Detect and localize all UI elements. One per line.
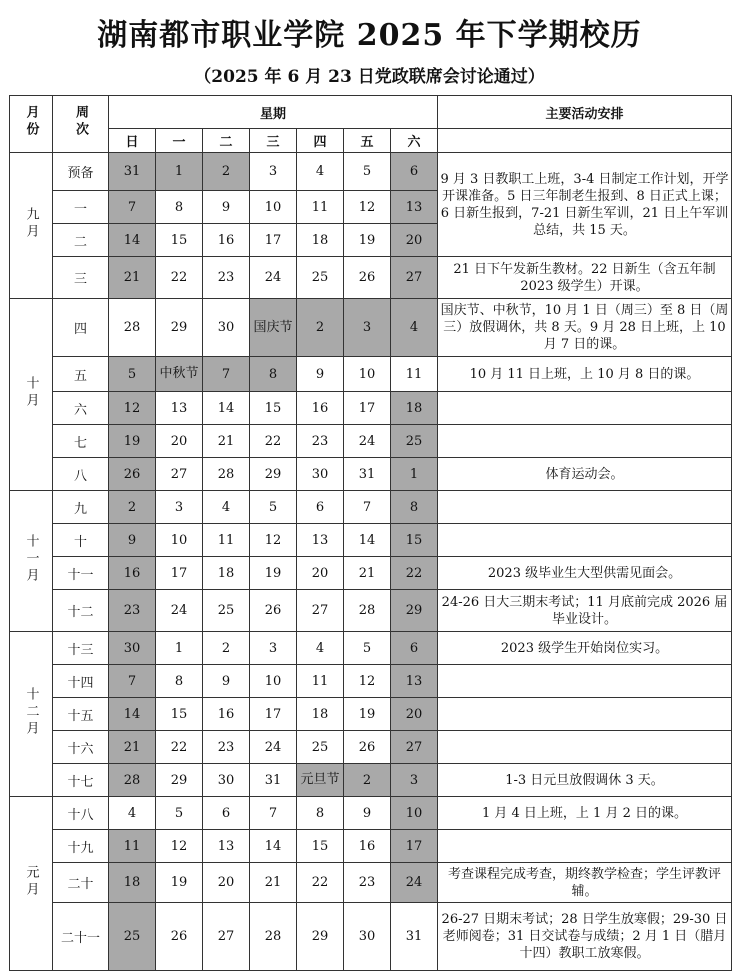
week-number: 七 xyxy=(53,425,109,458)
day-cell: 2 xyxy=(344,764,391,797)
day-cell: 21 xyxy=(250,863,297,903)
day-cell: 17 xyxy=(156,557,203,590)
day-cell: 25 xyxy=(297,257,344,299)
day-cell: 9 xyxy=(203,665,250,698)
day-cell: 27 xyxy=(156,458,203,491)
day-cell: 3 xyxy=(250,632,297,665)
day-cell: 17 xyxy=(344,392,391,425)
week-number: 十六 xyxy=(53,731,109,764)
day-cell: 9 xyxy=(109,524,156,557)
day-cell: 7 xyxy=(203,357,250,392)
header-activities-blank xyxy=(438,129,732,153)
calendar-table xyxy=(9,95,732,971)
header-weekdays-group: 星期 xyxy=(109,96,438,129)
day-cell: 1 xyxy=(391,458,438,491)
week-number: 十四 xyxy=(53,665,109,698)
day-cell: 9 xyxy=(344,797,391,830)
day-cell: 14 xyxy=(250,830,297,863)
day-cell: 12 xyxy=(344,191,391,224)
activity-note xyxy=(438,665,732,698)
activity-note xyxy=(438,830,732,863)
weekday-mon: 一 xyxy=(156,129,203,153)
day-cell: 1 xyxy=(156,632,203,665)
day-cell: 16 xyxy=(203,698,250,731)
week-number: 十三 xyxy=(53,632,109,665)
day-cell: 12 xyxy=(109,392,156,425)
day-cell: 22 xyxy=(156,731,203,764)
day-cell: 27 xyxy=(391,731,438,764)
day-cell: 7 xyxy=(250,797,297,830)
week-number: 十一 xyxy=(53,557,109,590)
week-number: 十七 xyxy=(53,764,109,797)
day-cell: 10 xyxy=(250,191,297,224)
day-cell: 2 xyxy=(109,491,156,524)
week-number: 预备 xyxy=(53,153,109,191)
activity-note: 9 月 3 日教职工上班，3-4 日制定工作计划，开学开课准备。5 日三年制老生报到、8 日正式上课；6 日新生报到，7-21 日新生军训，21 日上午军训总结，共 15 天。 xyxy=(438,153,732,257)
day-cell: 22 xyxy=(391,557,438,590)
activity-note: 2023 级毕业生大型供需见面会。 xyxy=(438,557,732,590)
day-cell: 26 xyxy=(250,590,297,632)
day-cell: 4 xyxy=(203,491,250,524)
week-number: 六 xyxy=(53,392,109,425)
day-cell: 16 xyxy=(344,830,391,863)
day-cell: 30 xyxy=(297,458,344,491)
day-cell: 30 xyxy=(203,764,250,797)
week-row xyxy=(10,632,732,665)
day-cell: 29 xyxy=(250,458,297,491)
page-subtitle: （2025 年 6 月 23 日党政联席会讨论通过） xyxy=(194,67,545,87)
day-cell: 15 xyxy=(297,830,344,863)
month-label: 十月 xyxy=(10,299,53,491)
day-cell: 28 xyxy=(344,590,391,632)
activity-note: 考查课程完成考查，期终教学检查；学生评教评辅。 xyxy=(438,863,732,903)
day-cell: 13 xyxy=(391,191,438,224)
day-cell: 20 xyxy=(203,863,250,903)
day-cell: 18 xyxy=(109,863,156,903)
header-week: 周次 xyxy=(53,96,109,153)
week-row xyxy=(10,299,732,357)
day-cell: 19 xyxy=(344,698,391,731)
week-row xyxy=(10,491,732,524)
day-cell: 10 xyxy=(344,357,391,392)
day-cell: 4 xyxy=(109,797,156,830)
day-cell: 22 xyxy=(297,863,344,903)
day-cell: 18 xyxy=(297,698,344,731)
day-cell: 24 xyxy=(250,257,297,299)
day-cell: 13 xyxy=(391,665,438,698)
day-cell: 28 xyxy=(109,299,156,357)
day-cell: 23 xyxy=(297,425,344,458)
day-cell: 6 xyxy=(203,797,250,830)
activity-note: 26-27 日期末考试；28 日学生放寒假；29-30 日老师阅卷；31 日交试卷与成绩；2 月 1 日（腊月十四）教职工放寒假。 xyxy=(438,903,732,971)
day-cell: 23 xyxy=(203,731,250,764)
day-cell: 24 xyxy=(156,590,203,632)
day-cell: 元旦节 xyxy=(297,764,344,797)
day-cell: 7 xyxy=(109,191,156,224)
day-cell: 5 xyxy=(250,491,297,524)
day-cell: 8 xyxy=(391,491,438,524)
week-row xyxy=(10,257,732,299)
header-activities: 主要活动安排 xyxy=(438,96,732,129)
activity-note: 1 月 4 日上班，上 1 月 2 日的课。 xyxy=(438,797,732,830)
week-row xyxy=(10,863,732,903)
week-number: 十 xyxy=(53,524,109,557)
day-cell: 8 xyxy=(156,191,203,224)
day-cell: 4 xyxy=(297,632,344,665)
day-cell: 19 xyxy=(156,863,203,903)
day-cell: 12 xyxy=(344,665,391,698)
day-cell: 21 xyxy=(109,731,156,764)
week-number: 八 xyxy=(53,458,109,491)
day-cell: 23 xyxy=(203,257,250,299)
day-cell: 13 xyxy=(156,392,203,425)
day-cell: 中秋节 xyxy=(156,357,203,392)
day-cell: 15 xyxy=(250,392,297,425)
week-row xyxy=(10,590,732,632)
week-row xyxy=(10,153,732,191)
day-cell: 18 xyxy=(391,392,438,425)
day-cell: 15 xyxy=(156,224,203,257)
day-cell: 22 xyxy=(156,257,203,299)
week-row xyxy=(10,458,732,491)
month-label: 元月 xyxy=(10,797,53,971)
weekday-sat: 六 xyxy=(391,129,438,153)
week-row xyxy=(10,357,732,392)
day-cell: 2 xyxy=(297,299,344,357)
day-cell: 29 xyxy=(391,590,438,632)
week-row xyxy=(10,903,732,971)
day-cell: 4 xyxy=(297,153,344,191)
day-cell: 14 xyxy=(109,698,156,731)
day-cell: 11 xyxy=(203,524,250,557)
day-cell: 26 xyxy=(344,257,391,299)
week-number: 五 xyxy=(53,357,109,392)
day-cell: 30 xyxy=(203,299,250,357)
activity-note: 2023 级学生开始岗位实习。 xyxy=(438,632,732,665)
activity-note xyxy=(438,491,732,524)
activity-note: 21 日下午发新生教材。22 日新生（含五年制 2023 级学生）开课。 xyxy=(438,257,732,299)
day-cell: 31 xyxy=(391,903,438,971)
day-cell: 28 xyxy=(203,458,250,491)
day-cell: 16 xyxy=(109,557,156,590)
day-cell: 10 xyxy=(391,797,438,830)
day-cell: 7 xyxy=(109,665,156,698)
day-cell: 4 xyxy=(391,299,438,357)
activity-note: 10 月 11 日上班，上 10 月 8 日的课。 xyxy=(438,357,732,392)
day-cell: 23 xyxy=(109,590,156,632)
week-row xyxy=(10,524,732,557)
weekday-tue: 二 xyxy=(203,129,250,153)
day-cell: 19 xyxy=(109,425,156,458)
weekday-thu: 四 xyxy=(297,129,344,153)
day-cell: 25 xyxy=(203,590,250,632)
week-number: 一 xyxy=(53,191,109,224)
day-cell: 23 xyxy=(344,863,391,903)
day-cell: 8 xyxy=(297,797,344,830)
day-cell: 10 xyxy=(156,524,203,557)
month-label: 十二月 xyxy=(10,632,53,797)
week-row xyxy=(10,557,732,590)
week-row xyxy=(10,830,732,863)
day-cell: 24 xyxy=(344,425,391,458)
day-cell: 3 xyxy=(391,764,438,797)
day-cell: 28 xyxy=(250,903,297,971)
day-cell: 20 xyxy=(156,425,203,458)
day-cell: 24 xyxy=(391,863,438,903)
activity-note xyxy=(438,731,732,764)
day-cell: 16 xyxy=(297,392,344,425)
day-cell: 11 xyxy=(297,191,344,224)
day-cell: 19 xyxy=(344,224,391,257)
day-cell: 8 xyxy=(156,665,203,698)
day-cell: 15 xyxy=(156,698,203,731)
week-number: 十八 xyxy=(53,797,109,830)
day-cell: 26 xyxy=(109,458,156,491)
day-cell: 5 xyxy=(344,153,391,191)
activity-note xyxy=(438,392,732,425)
week-row xyxy=(10,797,732,830)
week-row xyxy=(10,425,732,458)
header-month: 月份 xyxy=(10,96,53,153)
day-cell: 14 xyxy=(203,392,250,425)
week-number: 二十一 xyxy=(53,903,109,971)
day-cell: 14 xyxy=(109,224,156,257)
calendar-body xyxy=(10,153,732,971)
day-cell: 24 xyxy=(250,731,297,764)
day-cell: 3 xyxy=(250,153,297,191)
day-cell: 6 xyxy=(297,491,344,524)
week-number: 十二 xyxy=(53,590,109,632)
week-row xyxy=(10,731,732,764)
week-number: 十五 xyxy=(53,698,109,731)
day-cell: 19 xyxy=(250,557,297,590)
activity-note: 体育运动会。 xyxy=(438,458,732,491)
week-number: 二 xyxy=(53,224,109,257)
day-cell: 18 xyxy=(203,557,250,590)
week-number: 十九 xyxy=(53,830,109,863)
day-cell: 17 xyxy=(250,698,297,731)
day-cell: 31 xyxy=(344,458,391,491)
day-cell: 16 xyxy=(203,224,250,257)
day-cell: 7 xyxy=(344,491,391,524)
day-cell: 18 xyxy=(297,224,344,257)
day-cell: 12 xyxy=(156,830,203,863)
day-cell: 11 xyxy=(109,830,156,863)
day-cell: 22 xyxy=(250,425,297,458)
activity-note xyxy=(438,425,732,458)
day-cell: 15 xyxy=(391,524,438,557)
day-cell: 21 xyxy=(344,557,391,590)
day-cell: 10 xyxy=(250,665,297,698)
week-number: 四 xyxy=(53,299,109,357)
day-cell: 29 xyxy=(156,299,203,357)
day-cell: 20 xyxy=(391,224,438,257)
page-title: 湖南都市职业学院 2025 年下学期校历 xyxy=(97,18,642,53)
day-cell: 26 xyxy=(344,731,391,764)
day-cell: 5 xyxy=(109,357,156,392)
day-cell: 13 xyxy=(297,524,344,557)
day-cell: 2 xyxy=(203,153,250,191)
activity-note: 24-26 日大三期末考试；11 月底前完成 2026 届毕业设计。 xyxy=(438,590,732,632)
weekday-wed: 三 xyxy=(250,129,297,153)
day-cell: 3 xyxy=(344,299,391,357)
day-cell: 20 xyxy=(391,698,438,731)
day-cell: 27 xyxy=(203,903,250,971)
week-number: 三 xyxy=(53,257,109,299)
day-cell: 14 xyxy=(344,524,391,557)
day-cell: 21 xyxy=(203,425,250,458)
day-cell: 1 xyxy=(156,153,203,191)
day-cell: 国庆节 xyxy=(250,299,297,357)
day-cell: 30 xyxy=(344,903,391,971)
day-cell: 31 xyxy=(109,153,156,191)
day-cell: 25 xyxy=(109,903,156,971)
day-cell: 5 xyxy=(156,797,203,830)
week-number: 九 xyxy=(53,491,109,524)
day-cell: 3 xyxy=(156,491,203,524)
week-number: 二十 xyxy=(53,863,109,903)
week-row xyxy=(10,698,732,731)
day-cell: 11 xyxy=(297,665,344,698)
day-cell: 2 xyxy=(203,632,250,665)
activity-note xyxy=(438,524,732,557)
day-cell: 20 xyxy=(297,557,344,590)
day-cell: 27 xyxy=(391,257,438,299)
weekday-fri: 五 xyxy=(344,129,391,153)
activity-note xyxy=(438,698,732,731)
day-cell: 29 xyxy=(156,764,203,797)
week-row xyxy=(10,764,732,797)
day-cell: 25 xyxy=(297,731,344,764)
activity-note: 国庆节、中秋节，10 月 1 日（周三）至 8 日（周三）放假调休，共 8 天。9 月 28 日上班，上 10 月 7 日的课。 xyxy=(438,299,732,357)
month-label: 九月 xyxy=(10,153,53,299)
day-cell: 27 xyxy=(297,590,344,632)
day-cell: 5 xyxy=(344,632,391,665)
day-cell: 21 xyxy=(109,257,156,299)
activity-note: 1-3 日元旦放假调休 3 天。 xyxy=(438,764,732,797)
day-cell: 31 xyxy=(250,764,297,797)
day-cell: 6 xyxy=(391,632,438,665)
week-row xyxy=(10,665,732,698)
day-cell: 30 xyxy=(109,632,156,665)
day-cell: 17 xyxy=(250,224,297,257)
day-cell: 26 xyxy=(156,903,203,971)
day-cell: 28 xyxy=(109,764,156,797)
month-label: 十一月 xyxy=(10,491,53,632)
day-cell: 9 xyxy=(203,191,250,224)
day-cell: 11 xyxy=(391,357,438,392)
week-row xyxy=(10,392,732,425)
day-cell: 29 xyxy=(297,903,344,971)
day-cell: 8 xyxy=(250,357,297,392)
day-cell: 25 xyxy=(391,425,438,458)
day-cell: 6 xyxy=(391,153,438,191)
day-cell: 12 xyxy=(250,524,297,557)
weekday-sun: 日 xyxy=(109,129,156,153)
day-cell: 9 xyxy=(297,357,344,392)
day-cell: 17 xyxy=(391,830,438,863)
day-cell: 13 xyxy=(203,830,250,863)
